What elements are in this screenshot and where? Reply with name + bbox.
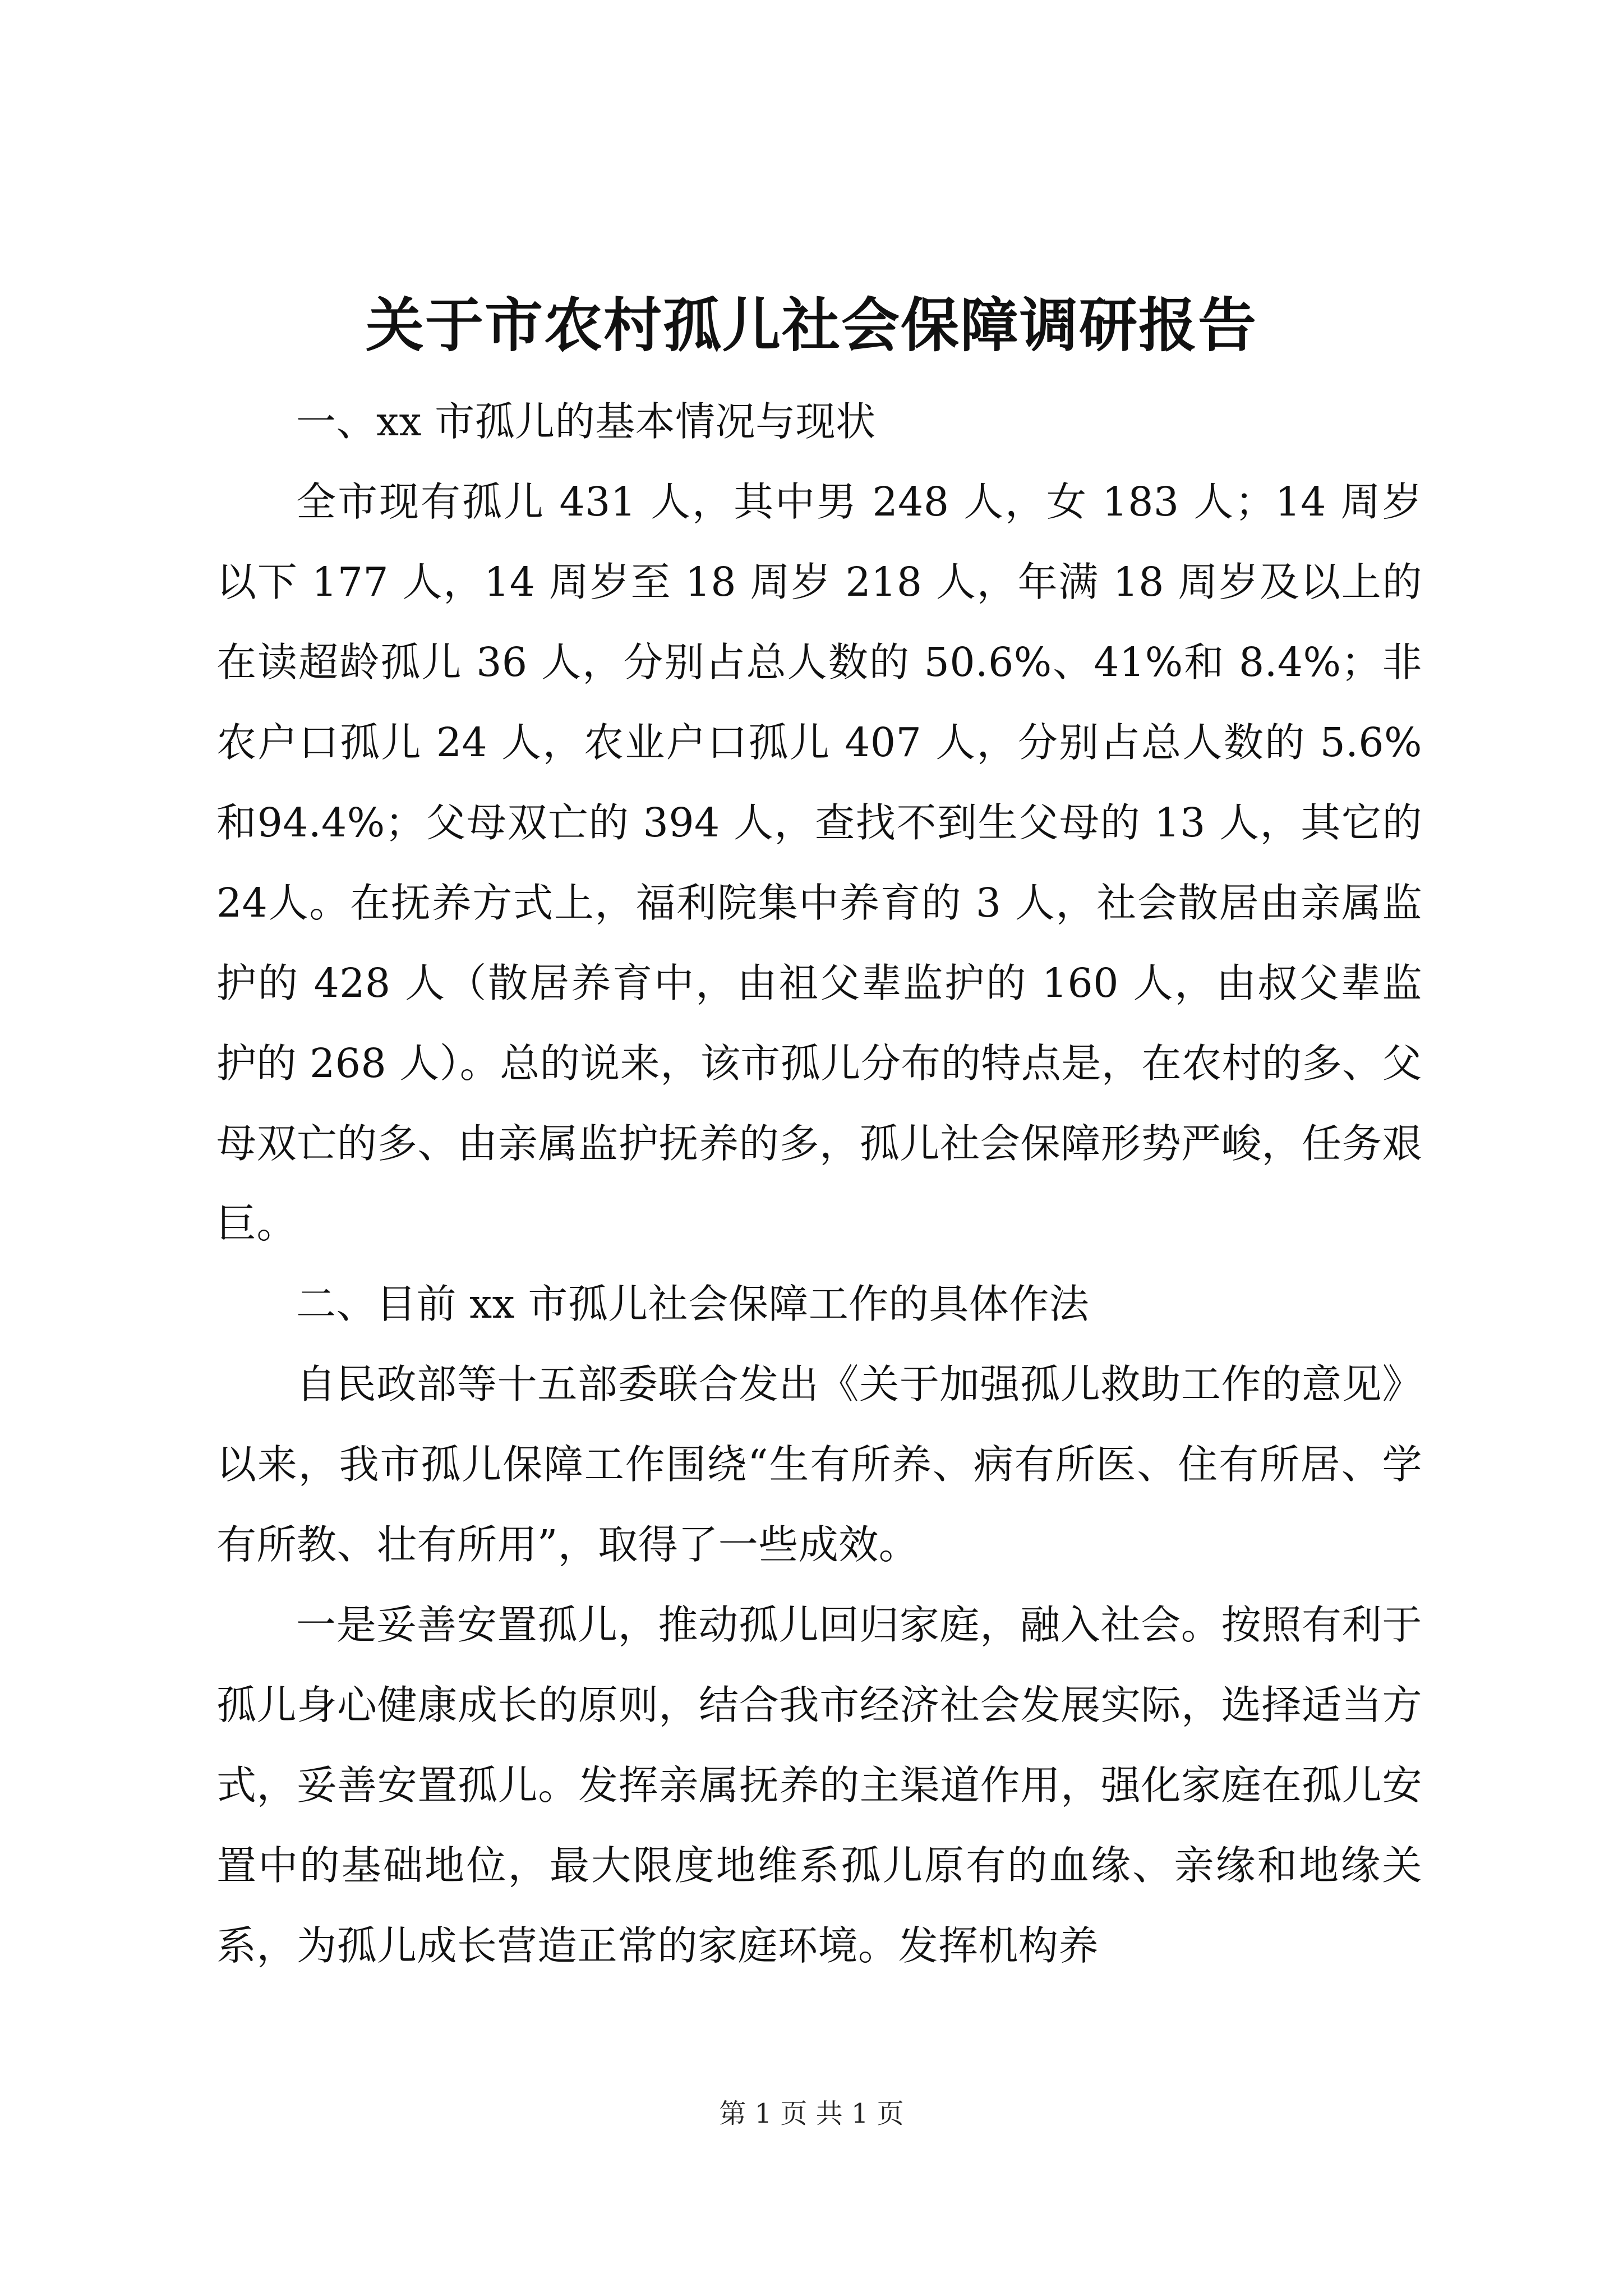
page-footer: 第 1 页 共 1 页 [719, 2098, 904, 2129]
document-title: 关于市农村孤儿社会保障调研报告 [365, 291, 1257, 360]
paragraph-1: 全市现有孤儿 431 人，其中男 248 人，女 183 人；14 周岁以下 177 人，14 周岁至 18 周岁 218 人，年满 18 周岁及以上的在读超龄孤儿 36 人，分别占总人数的 50.6%、41%和 8.4%；非农户口孤儿 24 人，农业户口孤儿 407 人，分别占总人数的 5.6%和94.4%；父母双亡的 394 人，查找不到生父母的 13 人，其它的 24人。在抚养方式上，福利院集中养育的 3 人，社会散居由亲属监护的 428 人（散居养育中，由祖父辈监护的 160 人，由叔父辈监护的 268 人）。总的说来，该市孤儿分布的特点是，在农村的多、父母双亡的多、由亲属监护抚养的多，孤儿社会保障形势严峻，任务艰巨。 [216, 478, 1422, 1247]
document-body [216, 381, 1422, 1986]
section-heading-2: 二、目前 xx 市孤儿社会保障工作的具体作法 [296, 1281, 1090, 1327]
paragraph-2: 自民政部等十五部委联合发出《关于加强孤儿救助工作的意见》以来，我市孤儿保障工作围绕“生有所养、病有所医、住有所居、学有所教、壮有所用”，取得了一些成效。 [216, 1361, 1422, 1568]
section-heading-1: 一、xx 市孤儿的基本情况与现状 [296, 398, 876, 445]
paragraph-3: 一是妥善安置孤儿，推动孤儿回归家庭，融入社会。按照有利于孤儿身心健康成长的原则，结合我市经济社会发展实际，选择适当方式，妥善安置孤儿。发挥亲属抚养的主渠道作用，强化家庭在孤儿安置中的基础地位，最大限度地维系孤儿原有的血缘、亲缘和地缘关系，为孤儿成长营造正常的家庭环境。发挥机构养 [216, 1602, 1422, 1969]
